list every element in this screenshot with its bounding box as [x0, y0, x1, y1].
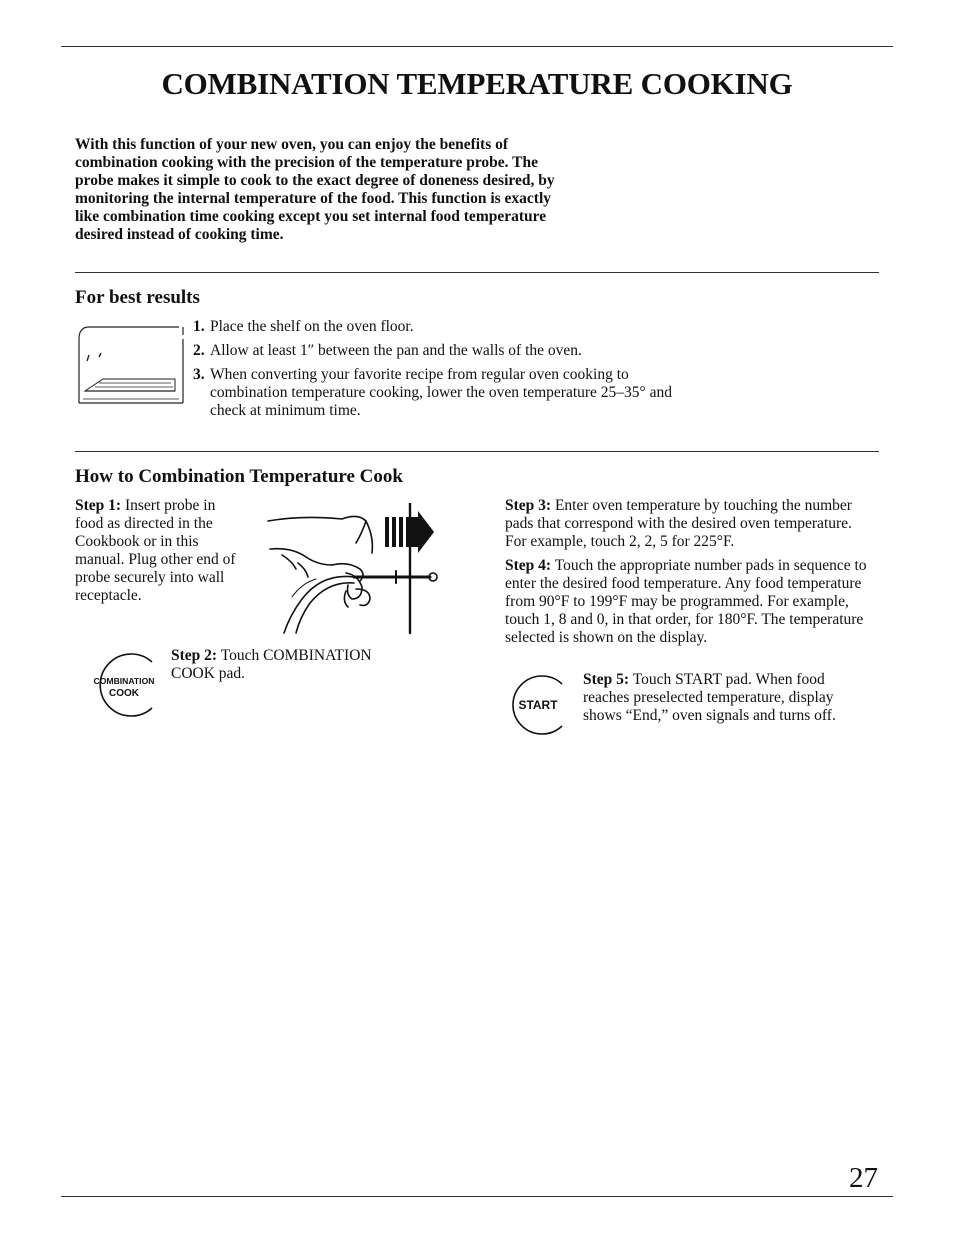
- step-label: Step 4:: [505, 557, 552, 574]
- intro-paragraph: With this function of your new oven, you can enjoy the benefits of combination cooking with the precision of the temperature probe. The probe makes it simple to cook to the exact degree of doneness desired, by monitoring the internal temperature of the food. This function is exactly like combination time cooking except you set internal food temperature desired instead of cooking time.: [75, 136, 555, 243]
- step-label: Step 5:: [583, 671, 630, 688]
- combination-pad-label-line2: COOK: [109, 688, 139, 699]
- probe-insertion-illustration: [262, 503, 444, 635]
- step-label: Step 2:: [171, 647, 218, 664]
- list-item-number: 3.: [193, 366, 205, 383]
- list-item: [193, 318, 673, 336]
- how-to-heading: How to Combination Temperature Cook: [75, 466, 403, 487]
- step-2: [171, 647, 411, 683]
- step-1: [75, 497, 245, 605]
- step-5: [583, 671, 873, 725]
- list-item-number: 2.: [193, 342, 205, 359]
- best-results-heading: For best results: [75, 287, 200, 308]
- list-item-number: 1.: [193, 318, 205, 335]
- section-divider: [75, 272, 879, 273]
- step-text: Touch COMBINATION COOK pad.: [171, 647, 372, 682]
- step-text: Touch START pad. When food reaches preselected temperature, display shows “End,” oven signals and turns off.: [583, 671, 836, 724]
- bottom-rule: [61, 1196, 893, 1197]
- step-label: Step 3:: [505, 497, 552, 514]
- combination-pad-label-line1: COMBINATION: [93, 676, 155, 686]
- best-results-list: [193, 318, 673, 426]
- start-pad-icon: [508, 674, 572, 736]
- list-item: [193, 366, 673, 420]
- step-4: [505, 557, 875, 647]
- step-text: Insert probe in food as directed in the Cookbook or in this manual. Plug other end of probe securely into wall receptacle.: [75, 497, 236, 604]
- page-title: COMBINATION TEMPERATURE COOKING: [161, 66, 793, 101]
- section-divider: [75, 451, 879, 452]
- step-label: Step 1:: [75, 497, 122, 514]
- start-pad-label: START: [518, 698, 558, 712]
- list-item-text: Place the shelf on the oven floor.: [210, 318, 414, 335]
- list-item: [193, 342, 673, 360]
- step-3: [505, 497, 875, 551]
- page-number: 27: [849, 1162, 878, 1194]
- oven-shelf-illustration: [75, 321, 187, 409]
- top-rule: [61, 46, 893, 47]
- step-text: Enter oven temperature by touching the number pads that correspond with the desired oven temperature. For example, touch 2, 2, 5 for 225°F.: [505, 497, 852, 550]
- step-text: Touch the appropriate number pads in sequence to enter the desired food temperature. Any food temperature from 90°F to 199°F may be programmed. For example, touch 1, 8 and 0, in that order, for 180°F. The temperature selected is shown on the display.: [505, 557, 867, 646]
- list-item-text: Allow at least 1″ between the pan and the walls of the oven.: [210, 342, 582, 359]
- list-item-text: When converting your favorite recipe from regular oven cooking to combination temperature cooking, lower the oven temperature 25–35° and check at minimum time.: [210, 366, 673, 419]
- combination-cook-pad-icon: [90, 652, 160, 718]
